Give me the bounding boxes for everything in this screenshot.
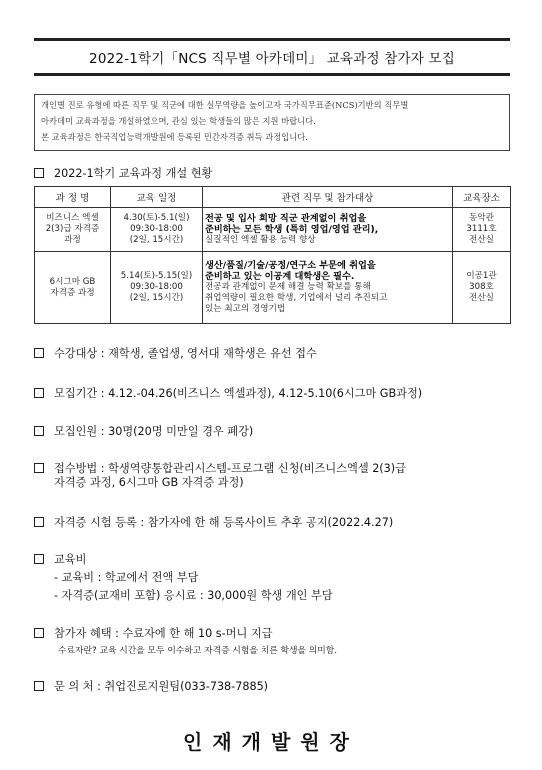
course-name-cell: 비즈니스 엑셀 2(3)급 자격증 과정 xyxy=(35,208,111,252)
checkbox-icon xyxy=(34,628,44,638)
method-continuation: 자격증 과정, 6시그마 GB 자격증 과정) xyxy=(54,476,244,489)
target-section: 수강대상 : 재학생, 졸업생, 영서대 재학생은 유선 접수 xyxy=(34,345,317,361)
table-row xyxy=(35,252,511,324)
period-section: 모집기간 : 4.12.-04.26(비즈니스 엑셀과정), 4.12-5.10(6시그마 GB과정) xyxy=(34,385,422,401)
fee-section: 교육비 xyxy=(34,551,86,567)
place-cell: 이공1관 308호 전산실 xyxy=(453,252,511,324)
column-header: 과 정 명 xyxy=(35,187,111,208)
benefit-note: 수료자란? 교육 시간을 모두 이수하고 자격증 시험을 치른 학생을 의미함. xyxy=(58,646,338,656)
method-section: 접수방법 : 학생역량통합관리시스템-프로그램 신청(비즈니스엑셀 2(3)급 xyxy=(34,460,406,476)
column-header: 관련 직무 및 참가대상 xyxy=(203,187,453,208)
table-header-row xyxy=(35,187,511,208)
exam-section: 자격증 시험 등록 : 참가자에 한 해 등록사이트 추후 공지(2022.4.27) xyxy=(34,514,393,530)
place-cell: 동악관 3111호 전산실 xyxy=(453,208,511,252)
benefit-section: 참가자 혜택 : 수료자에 한 해 10 s-머니 지급 xyxy=(34,625,272,641)
checkbox-icon xyxy=(34,681,44,691)
checkbox-icon xyxy=(34,168,44,178)
checkbox-icon xyxy=(34,426,44,436)
status-heading: 2022-1학기 교육과정 개설 현황 xyxy=(34,165,212,181)
fee-item: - 교육비 : 학교에서 전액 부담 xyxy=(54,571,199,584)
page-title: 2022-1학기「NCS 직무별 아카데미」 교육과정 참가자 모집 xyxy=(34,38,510,76)
checkbox-icon xyxy=(34,517,44,527)
checkbox-icon xyxy=(34,463,44,473)
checkbox-icon xyxy=(34,388,44,398)
contact-section: 문 의 처 : 취업진로지원팀(033-738-7885) xyxy=(34,678,268,694)
checkbox-icon xyxy=(34,348,44,358)
intro-notice-box xyxy=(34,94,510,151)
schedule-cell: 5.14(토)-5.15(일) 09:30-18:00 (2일, 15시간) xyxy=(111,252,203,324)
issuer-signature: 인재개발원장 xyxy=(183,730,359,754)
table-row xyxy=(35,208,511,252)
intro-line: 개인별 진로 유형에 따른 직무 및 직군에 대한 실무역량을 높이고자 국가직무표준(NCS)기반의 직무별 xyxy=(41,100,409,110)
target-cell: 생산/품질/기술/공정/연구소 부문에 취업을 준비하고 있는 이공계 대학생은 필수. 전공과 관계없이 문제 해결 능력 확보를 통해 취업역량이 필요한 학생, 기업에서 널리 추진되고 있는 최고의 경영기법 xyxy=(203,252,453,324)
count-section: 모집인원 : 30명(20명 미만일 경우 폐강) xyxy=(34,423,253,439)
course-table xyxy=(34,186,511,324)
target-cell: 전공 및 입사 희망 직군 관계없이 취업을 준비하는 모든 학생 (특히 영업/영업 관리), 실질적인 엑셀 활용 능력 향상 xyxy=(203,208,453,252)
checkbox-icon xyxy=(34,554,44,564)
fee-item: - 자격증(교재비 포함) 응시료 : 30,000원 학생 개인 부담 xyxy=(54,589,333,602)
intro-line: 본 교육과정은 한국직업능력개발원에 등록된 민간자격증 취득 과정입니다. xyxy=(41,132,308,142)
course-name-cell: 6시그마 GB 자격증 과정 xyxy=(35,252,111,324)
schedule-cell: 4.30(토)-5.1(일) 09:30-18:00 (2일, 15시간) xyxy=(111,208,203,252)
column-header: 교육장소 xyxy=(453,187,511,208)
column-header: 교육 일정 xyxy=(111,187,203,208)
intro-line: 아카데미 교육과정을 개설하였으며, 관심 있는 학생들의 많은 지원 바랍니다. xyxy=(41,116,316,126)
